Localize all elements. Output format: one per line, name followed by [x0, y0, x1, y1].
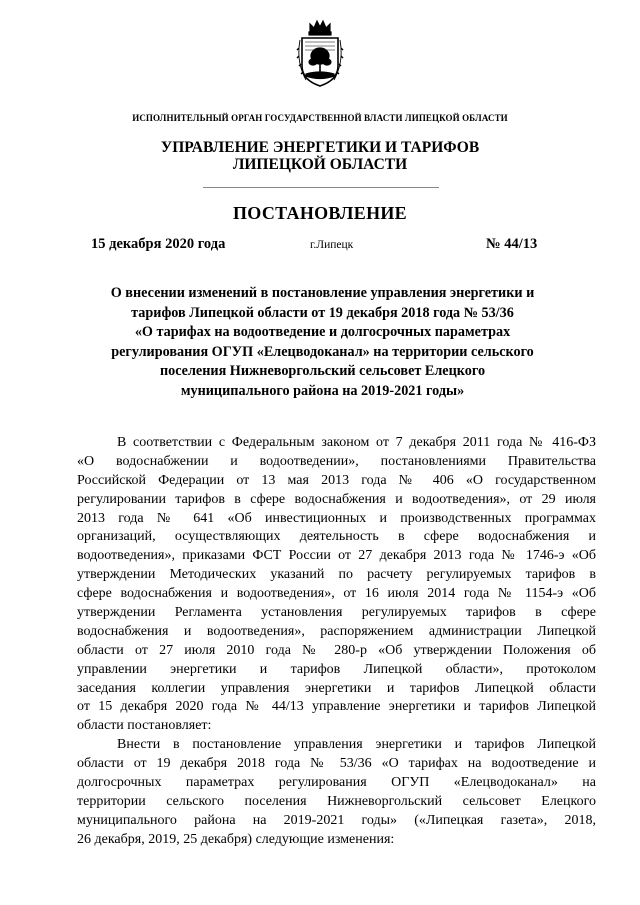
- paragraph-resolution: [77, 736, 596, 849]
- body-line: территории сельского поселения Нижневоргольский сельсовет Елецкого: [77, 793, 596, 809]
- document-type-title: ПОСТАНОВЛЕНИЕ: [233, 203, 407, 223]
- document-subject: [80, 284, 565, 401]
- body-line: утверждении Регламента установления регулируемых тарифов в сфере: [77, 605, 596, 621]
- body-line: В соответствии с Федеральным законом от 7 декабря 2011 года № 416-ФЗ: [117, 435, 596, 450]
- body-line: области постановляет:: [77, 718, 212, 734]
- body-line: заседания коллегии управления энергетики и тарифов Липецкой области: [77, 680, 596, 696]
- body-line: области от 27 июля 2010 года № 280-р «Об утверждении Положения об: [77, 642, 596, 658]
- body-line: «О водоснабжении и водоотведении», постановлениями Правительства: [77, 453, 596, 469]
- body-line: муниципального района на 2019-2021 годы» («Липецкая газета», 2018,: [77, 812, 596, 828]
- body-line: долгосрочных параметрах регулирования ОГУП «Елецводоканал» на: [77, 775, 596, 791]
- document-number: № 44/13: [486, 236, 538, 252]
- organization-name-line1: УПРАВЛЕНИЕ ЭНЕРГЕТИКИ И ТАРИФОВ: [160, 139, 480, 156]
- document-body: [77, 434, 596, 850]
- body-line: водоотведения», приказами ФСТ России от 27 декабря 2013 года № 1746-э «Об: [77, 548, 596, 564]
- paragraph-preamble: [77, 434, 596, 736]
- subject-line: поселения Нижневоргольский сельсовет Елецкого: [159, 363, 486, 379]
- subject-line: «О тарифах на водоотведение и долгосрочных параметрах: [134, 324, 511, 340]
- body-line: водоснабжения и водоотведения», распоряжением администрации Липецкой: [77, 623, 596, 639]
- body-line: регулировании тарифов в сфере водоснабжения и водоотведения», от 29 июля: [77, 491, 596, 507]
- body-line: области от 19 декабря 2018 года № 53/36 «О тарифах на водоотведение и: [77, 756, 596, 772]
- coat-of-arms-emblem: [296, 18, 344, 90]
- subject-line: тарифов Липецкой области от 19 декабря 2018 года № 53/36: [131, 304, 514, 321]
- body-line: утверждении Методических указаний по расчету регулируемых тарифов в: [77, 567, 596, 583]
- authority-line: ИСПОЛНИТЕЛЬНЫЙ ОРГАН ГОСУДАРСТВЕННОЙ ВЛАСТИ ЛИПЕЦКОЙ ОБЛАСТИ: [132, 113, 508, 123]
- body-line: Внести в постановление управления энергетики и тарифов Липецкой: [117, 737, 596, 753]
- document-date: 15 декабря 2020 года: [91, 236, 226, 252]
- body-line: 2013 года № 641 «Об инвестиционных и производственных программах: [77, 510, 596, 526]
- header-divider: [203, 187, 439, 188]
- subject-line: О внесении изменений в постановление управления энергетики и: [110, 285, 535, 301]
- subject-line: регулирования ОГУП «Елецводоканал» на территории сельского: [111, 343, 534, 360]
- organization-name: [0, 139, 640, 173]
- body-line: от 15 декабря 2020 года № 44/13 управление энергетики и тарифов Липецкой: [77, 699, 596, 715]
- document-city: г.Липецк: [310, 239, 354, 251]
- body-line: организаций, осуществляющих деятельность в сфере водоснабжения и: [77, 529, 596, 545]
- body-line: Российской Федерации от 13 мая 2013 года № 406 «О государственном: [77, 472, 596, 488]
- subject-line: муниципального района на 2019-2021 годы»: [180, 382, 465, 399]
- body-line: управлении энергетики и тарифов Липецкой области», протоколом: [77, 661, 596, 677]
- body-line: сфере водоснабжения и водоотведения», от 16 июля 2014 года № 1154-э «Об: [77, 586, 596, 602]
- organization-name-line2: ЛИПЕЦКОЙ ОБЛАСТИ: [232, 156, 408, 173]
- body-line: 26 декабря, 2019, 25 декабря) следующие изменения:: [77, 831, 395, 847]
